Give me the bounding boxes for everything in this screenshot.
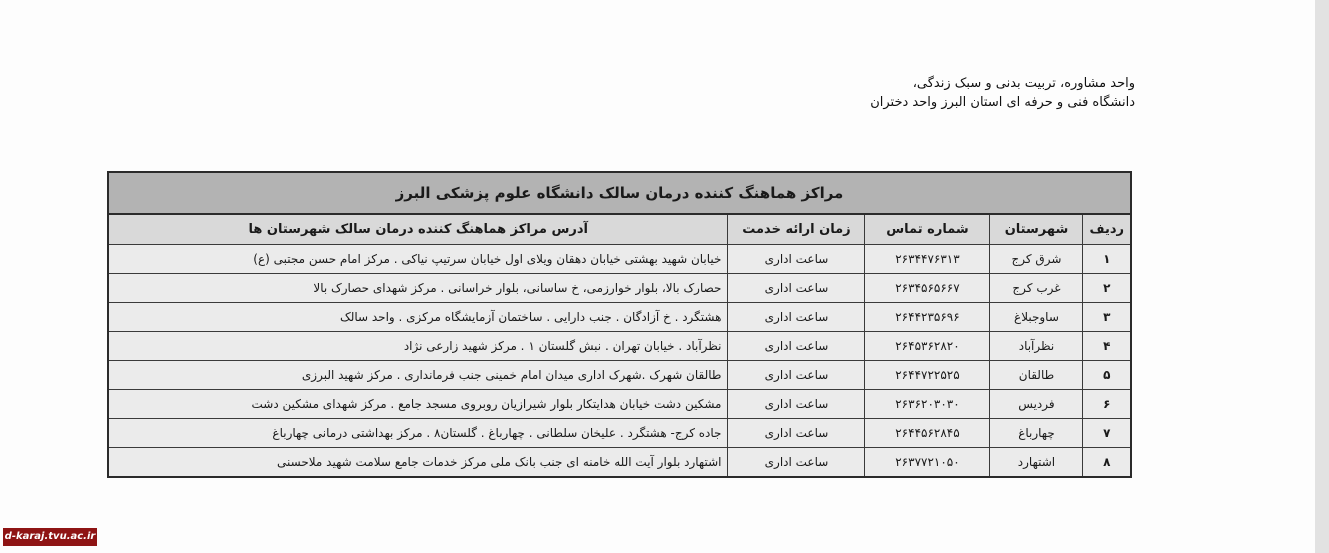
row-service-time: ساعت اداری (728, 274, 865, 303)
table-row (108, 419, 1131, 448)
row-service-time: ساعت اداری (728, 245, 865, 274)
header-line-2: دانشگاه فنی و حرفه ای استان البرز واحد دختران (870, 95, 1135, 110)
header-address: آدرس مراکز هماهنگ کننده درمان سالک شهرستان ها (108, 214, 728, 245)
centers-table (107, 171, 1132, 478)
row-address: حصارک بالا، بلوار خوارزمی، خ ساسانی، بلوار خراسانی . مرکز شهدای حصارک بالا (108, 274, 728, 303)
row-number: ۷ (1083, 419, 1131, 448)
row-phone: ۲۶۳۶۲۰۳۰۳۰ (865, 390, 990, 419)
row-phone: ۲۶۳۴۴۷۶۳۱۳ (865, 245, 990, 274)
row-number: ۵ (1083, 361, 1131, 390)
row-number: ۳ (1083, 303, 1131, 332)
row-service-time: ساعت اداری (728, 390, 865, 419)
table-row (108, 303, 1131, 332)
row-city: چهارباغ (990, 419, 1083, 448)
row-phone: ۲۶۴۵۳۶۲۸۲۰ (865, 332, 990, 361)
scan-edge-strip (1315, 0, 1329, 553)
table-row (108, 448, 1131, 478)
row-service-time: ساعت اداری (728, 303, 865, 332)
header-phone: شماره تماس (865, 214, 990, 245)
row-address: خیابان شهید بهشتی خیابان دهقان ویلای اول خیابان سرتیپ نیاکی . مرکز امام حسن مجتبی (ع) (108, 245, 728, 274)
row-phone: ۲۶۴۴۵۶۲۸۴۵ (865, 419, 990, 448)
table-title: مراکز هماهنگ کننده درمان سالک دانشگاه علوم پزشکی البرز (108, 172, 1131, 214)
row-service-time: ساعت اداری (728, 448, 865, 478)
row-phone: ۲۶۳۷۷۲۱۰۵۰ (865, 448, 990, 478)
row-number: ۱ (1083, 245, 1131, 274)
row-address: مشکین دشت خیابان هدایتکار بلوار شیرازیان روبروی مسجد جامع . مرکز شهدای مشکین دشت (108, 390, 728, 419)
row-city: طالقان (990, 361, 1083, 390)
table-row (108, 332, 1131, 361)
header-line-1: واحد مشاوره، تربیت بدنی و سبک زندگی، (912, 76, 1135, 91)
row-city: اشتهارد (990, 448, 1083, 478)
row-number: ۲ (1083, 274, 1131, 303)
row-address: جاده کرج- هشتگرد . علیخان سلطانی . چهارباغ . گلستان۸ . مرکز بهداشتی درمانی چهارباغ (108, 419, 728, 448)
row-address: طالقان شهرک .شهرک اداری میدان امام خمینی جنب فرمانداری . مرکز شهید البرزی (108, 361, 728, 390)
table-title-row (108, 172, 1131, 214)
row-city: ساوجبلاغ (990, 303, 1083, 332)
row-number: ۸ (1083, 448, 1131, 478)
header-service-time: زمان ارائه خدمت (728, 214, 865, 245)
table-row (108, 245, 1131, 274)
row-city: فردیس (990, 390, 1083, 419)
table-row (108, 274, 1131, 303)
table-row (108, 361, 1131, 390)
row-service-time: ساعت اداری (728, 332, 865, 361)
row-city: نظرآباد (990, 332, 1083, 361)
row-service-time: ساعت اداری (728, 361, 865, 390)
row-service-time: ساعت اداری (728, 419, 865, 448)
document-header (830, 74, 1135, 112)
site-watermark: d-karaj.tvu.ac.ir (3, 528, 97, 546)
row-phone: ۲۶۴۴۷۲۲۵۲۵ (865, 361, 990, 390)
header-city: شهرستان (990, 214, 1083, 245)
row-address: اشتهارد بلوار آیت الله خامنه ای جنب بانک ملی مرکز خدمات جامع سلامت شهید ملاحسنی (108, 448, 728, 478)
row-address: نظرآباد . خیابان تهران . نبش گلستان ۱ . مرکز شهید زارعی نژاد (108, 332, 728, 361)
row-number: ۶ (1083, 390, 1131, 419)
header-row-number: ردیف (1083, 214, 1131, 245)
row-phone: ۲۶۴۴۲۳۵۶۹۶ (865, 303, 990, 332)
row-address: هشتگرد . خ آزادگان . جنب دارایی . ساختمان آزمایشگاه مرکزی . واحد سالک (108, 303, 728, 332)
table-header-row (108, 214, 1131, 245)
row-city: غرب کرج (990, 274, 1083, 303)
table-row (108, 390, 1131, 419)
row-phone: ۲۶۳۴۵۶۵۶۶۷ (865, 274, 990, 303)
row-city: شرق کرج (990, 245, 1083, 274)
row-number: ۴ (1083, 332, 1131, 361)
